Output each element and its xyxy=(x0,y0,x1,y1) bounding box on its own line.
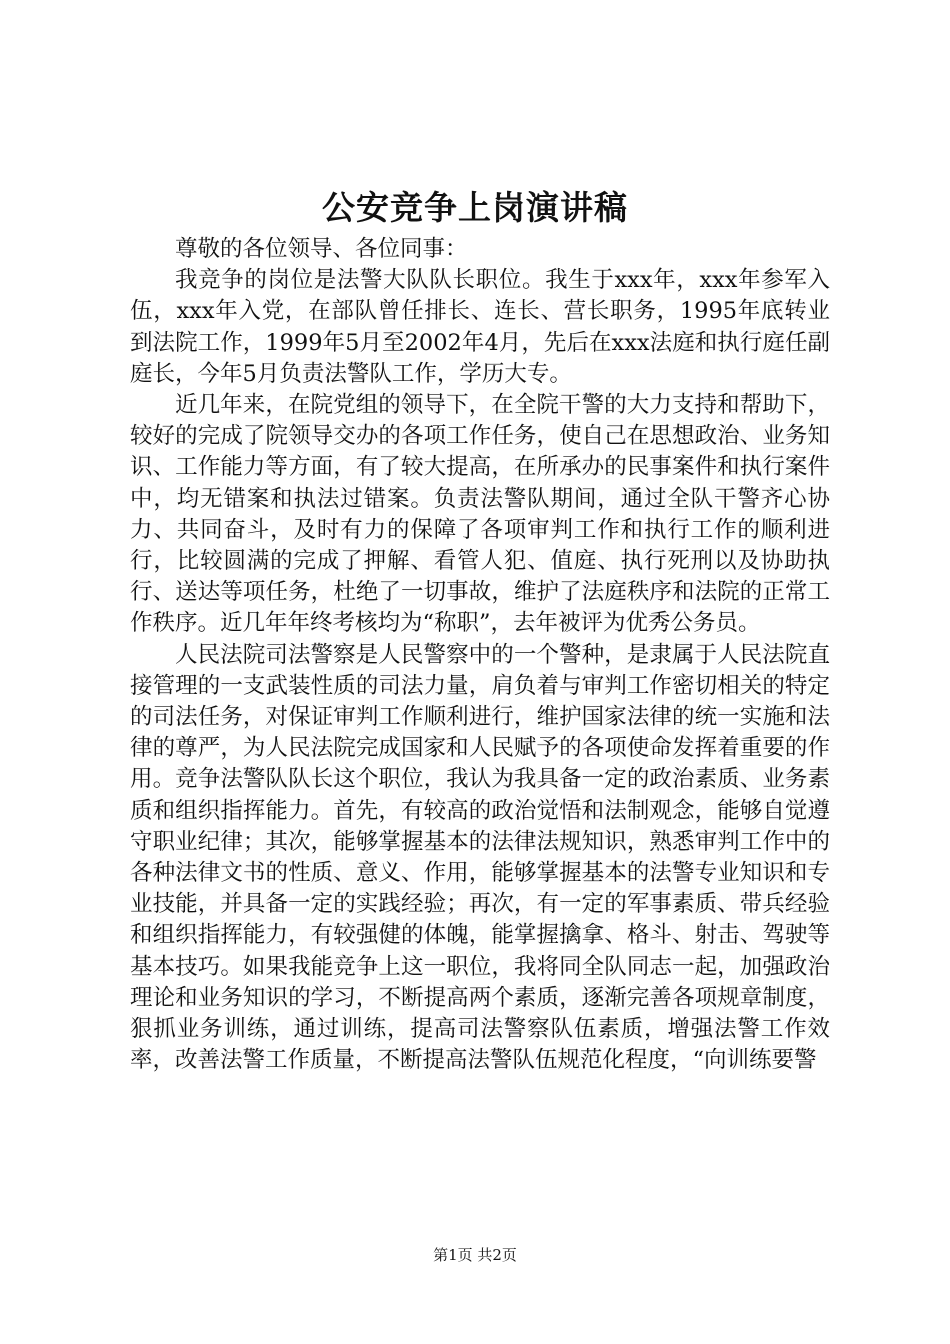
document-title: 公安竞争上岗演讲稿 xyxy=(322,188,628,227)
body-paragraph: 人民法院司法警察是人民警察中的一个警种，是隶属于人民法院直接管理的一支武装性质的司法力量，肩负着与审判工作密切相关的特定的司法任务，对保证审判工作顺利进行，维护国家法律的统一实施和法律的尊严，为人民法院完成国家和人民赋予的各项使命发挥着重要的作用。竞争法警队队长这个职位，我认为我具备一定的政治素质、业务素质和组织指挥能力。首先，有较高的政治觉悟和法制观念，能够自觉遵守职业纪律；其次，能够掌握基本的法律法规知识，熟悉审判工作中的各种法律文书的性质、意义、作用，能够掌握基本的法警专业知识和专业技能，并具备一定的实践经验；再次，有一定的军事素质、带兵经验和组织指挥能力，有较强健的体魄，能掌握擒拿、格斗、射击、驾驶等基本技巧。如果我能竞争上这一职位，我将同全队同志一起，加强政治理论和业务知识的学习，不断提高两个素质，逐渐完善各项规章制度，狠抓业务训练，通过训练，提高司法警察队伍素质，增强法警工作效率，改善法警工作质量，不断提高法警队伍规范化程度，“向训练要警 xyxy=(130,641,830,1074)
page-number-footer: 第1页 共2页 xyxy=(433,1246,517,1264)
body-paragraph: 我竞争的岗位是法警大队队长职位。我生于xxx年，xxx年参军入伍，xxx年入党，在部队曾任排长、连长、营长职务，1995年底转业到法院工作，1999年5月至2002年4月，先后在xxx法庭和执行庭任副庭长，今年5月负责法警队工作，学历大专。 xyxy=(130,267,830,387)
salutation-paragraph: 尊敬的各位领导、各位同事： xyxy=(175,236,468,262)
document-body xyxy=(130,234,830,1076)
body-paragraph: 近几年来，在院党组的领导下，在全院干警的大力支持和帮助下，较好的完成了院领导交办的各项工作任务，使自己在思想政治、业务知识、工作能力等方面，有了较大提高，在所承办的民事案件和执行案件中，均无错案和执法过错案。负责法警队期间，通过全队干警齐心协力、共同奋斗，及时有力的保障了各项审判工作和执行工作的顺利进行，比较圆满的完成了押解、看管人犯、值庭、执行死刑以及协助执行、送达等项任务，杜绝了一切事故，维护了法庭秩序和法院的正常工作秩序。近几年年终考核均为“称职”，去年被评为优秀公务员。 xyxy=(130,392,830,637)
